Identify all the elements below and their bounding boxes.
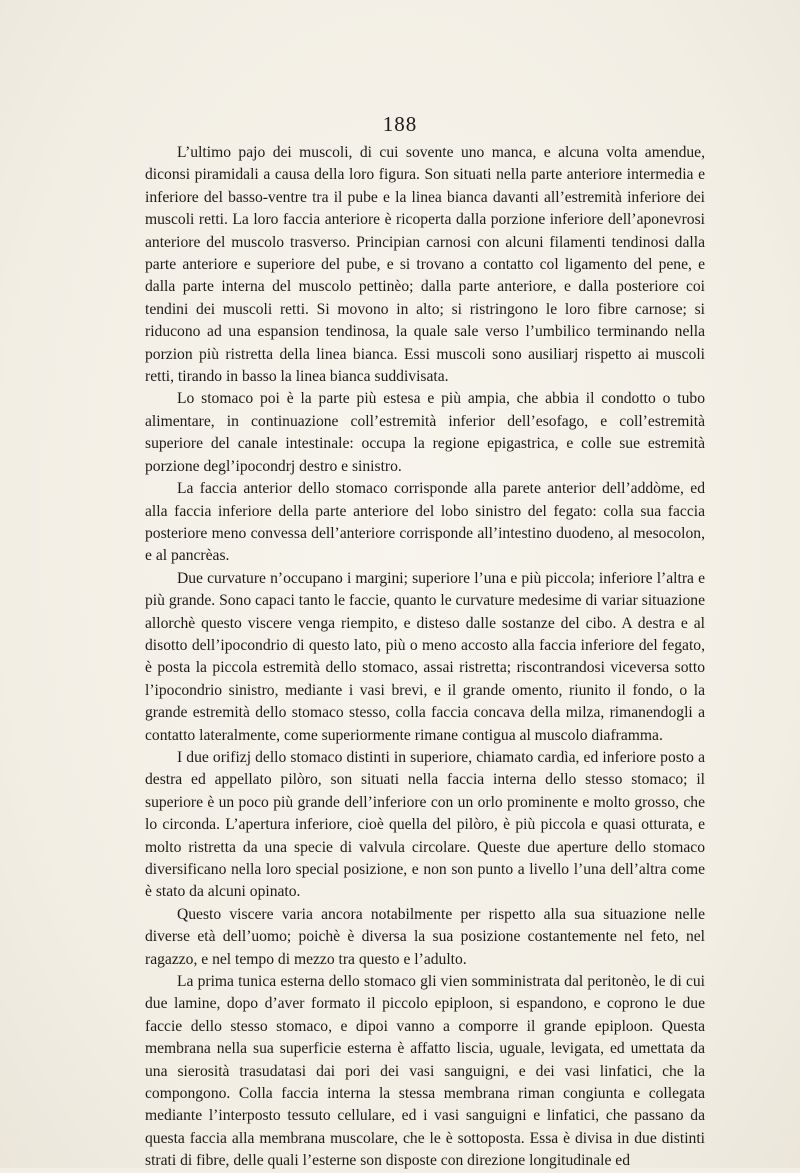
paragraph: La faccia anterior dello stomaco corrisponde alla parete anterior dell’addòme, ed alla faccia inferiore della parte anteriore del lobo sinistro del fegato: colla sua faccia posteriore meno convessa dell’anteriore corrisponde all’intestino duodeno, al mesocolon, e al pancrèas.: [145, 480, 705, 565]
paragraph: La prima tunica esterna dello stomaco gli vien somministrata dal peritonèo, le di cui due lamine, dopo d’aver formato il piccolo epiploon, si espandono, e coprono le due faccie dello stesso stomaco, e dipoi vanno a comporre il grande epiploon. Questa membrana nella sua superficie esterna è affatto liscia, uguale, levigata, ed umettata da una sierosità trasudatasi dai pori dei vasi sanguigni, e dei vasi linfatici, che la compongono. Colla faccia interna la stessa membrana riman congiunta e collegata mediante l’interposto tessuto cellulare, ed i vasi sanguigni e linfatici, che passano da questa faccia alla membrana muscolare, che le è sottoposta. Essa è divisa in due distinti strati di fibre, delle quali l’esterne son disposte con direzione longitudinale ed: [145, 973, 705, 1170]
body-text: [145, 142, 705, 1173]
paragraph: L’ultimo pajo dei muscoli, di cui sovente uno manca, e alcuna volta amendue, diconsi piramidali a causa della loro figura. Son situati nella parte anteriore intermedia e inferiore del basso-ventre tra il pube e la linea bianca davanti all’estremità inferiore dei muscoli retti. La loro faccia anteriore è ricoperta dalla porzione inferiore dell’aponevrosi anteriore del muscolo trasverso. Principian carnosi con alcuni filamenti tendinosi dalla parte anteriore e superiore del pube, e si trovano a contatto col ligamento del pene, e dalla parte interna del muscolo pettinèo; dalla parte anteriore, e dalla posteriore coi tendini dei muscoli retti. Si movono in alto; si ristringono le loro fibre carnose; si riducono ad una espansion tendinosa, la quale sale verso l’umbilico terminando nella porzion più ristretta della linea bianca. Essi muscoli sono ausiliarj rispetto ai muscoli retti, tirando in basso la linea bianca suddivisata.: [145, 144, 705, 386]
paragraph: Lo stomaco poi è la parte più estesa e più ampia, che abbia il condotto o tubo alimentare, in continuazione coll’estremità inferior dell’esofago, e coll’estremità superiore del canale intestinale: occupa la regione epigastrica, e colle sue estremità porzione degl’ipocondrj destro e sinistro.: [145, 390, 705, 475]
paragraph: I due orifizj dello stomaco distinti in superiore, chiamato cardìa, ed inferiore posto a destra ed appellato pilòro, son situati nella faccia interna dello stesso stomaco; il superiore è un poco più grande dell’inferiore con un orlo prominente e molto grosso, che lo circonda. L’apertura inferiore, cioè quella del pilòro, è più piccola e quasi otturata, e molto ristretta da una specie di valvula circolare. Queste due aperture dello stomaco diversificano nella loro special posizione, e non son punto a livello l’una dell’altra come è stato da alcuni opinato.: [145, 748, 705, 901]
paragraph: Due curvature n’occupano i margini; superiore l’una e più piccola; inferiore l’altra e più grande. Sono capaci tanto le faccie, quanto le curvature medesime di variar situazione allorchè questo viscere venga riempito, e disteso dalle sostanze del cibo. A destra e al disotto dell’ipocondrio di questo lato, più o meno accosto alla faccia inferiore del fegato, è posta la piccola estremità dello stomaco, assai ristretta; riscontrandosi viceversa sotto l’ipocondrio sinistro, mediante i vasi brevi, e il grande omento, riunito il fondo, o la grande estremità dello stomaco stesso, colla faccia concava della milza, rimanendogli a contatto lateralmente, come superiormente rimane contigua al muscolo diaframma.: [145, 569, 705, 744]
paragraph: Questo viscere varia ancora notabilmente per rispetto alla sua situazione nelle diverse età dell’uomo; poichè è diversa la sua posizione costantemente nel feto, nel ragazzo, e nel tempo di mezzo tra questo e l’adulto.: [145, 905, 705, 968]
page-number: 188: [382, 112, 418, 136]
